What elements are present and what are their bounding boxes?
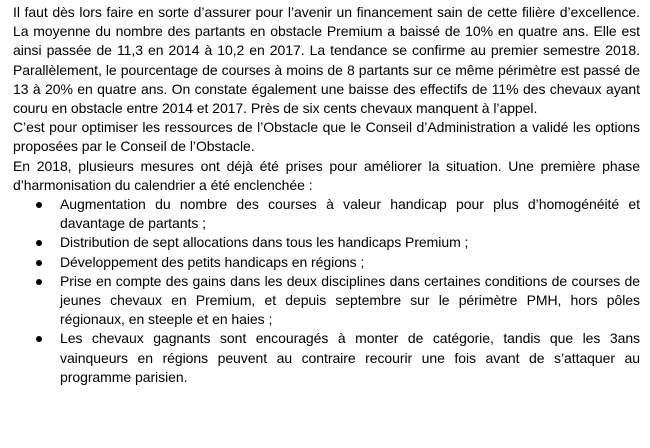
paragraph-conseil: C’est pour optimiser les ressources de l’Obstacle que le Conseil d’Administration a validé les options proposées par le Conseil de l’Obstacle. — [13, 119, 640, 155]
list-item — [13, 253, 640, 272]
paragraph-mesures-2018: En 2018, plusieurs mesures ont déjà été prises pour améliorer la situation. Une première phase d’harmonisation du calendrier a été enclenchée : — [13, 157, 640, 193]
list-item — [13, 195, 640, 233]
list-item-text: Augmentation du nombre des courses à valeur handicap pour plus d’homogénéité et davantage de partants ; — [60, 196, 640, 232]
measures-bullet-list — [13, 195, 640, 387]
bullet-dot-icon — [36, 336, 42, 342]
bullet-dot-icon — [36, 240, 42, 246]
paragraph-financement: Il faut dès lors faire en sorte d’assurer pour l’avenir un financement sain de cette filière d’excellence. La moyenne du nombre des partants en obstacle Premium a baissé de 10% en quatre ans. Elle est ainsi passée de 11,3 en 2014 à 10,2 en 2017. La tendance se confirme au premier semestre 2018. Parallèlement, le pourcentage de courses à moins de 8 partants sur ce même périmètre est passé de 13 à 20% en quatre ans. On constate également une baisse des effectifs de 11% des chevaux ayant couru en obstacle entre 2014 et 2017. Près de six cents chevaux manquent à l’appel. — [13, 4, 640, 117]
bullet-dot-icon — [36, 202, 42, 208]
list-item-text: Prise en compte des gains dans les deux disciplines dans certaines conditions de courses de jeunes chevaux en Premium, et depuis septembre sur le périmètre PMH, hors pôles régionaux, en steeple et en haies ; — [60, 272, 640, 328]
list-item-text: Développement des petits handicaps en régions ; — [60, 253, 365, 270]
bullet-dot-icon — [36, 260, 42, 266]
list-item — [13, 233, 640, 252]
list-item — [13, 272, 640, 330]
list-item — [13, 329, 640, 387]
bullet-dot-icon — [36, 279, 42, 285]
list-item-text: Les chevaux gagnants sont encouragés à monter de catégorie, tandis que les 3ans vainqueurs en régions peuvent au contraire recourir une fois avant de s’attaquer au programme parisien. — [60, 330, 640, 385]
list-item-text: Distribution de sept allocations dans tous les handicaps Premium ; — [60, 234, 469, 251]
